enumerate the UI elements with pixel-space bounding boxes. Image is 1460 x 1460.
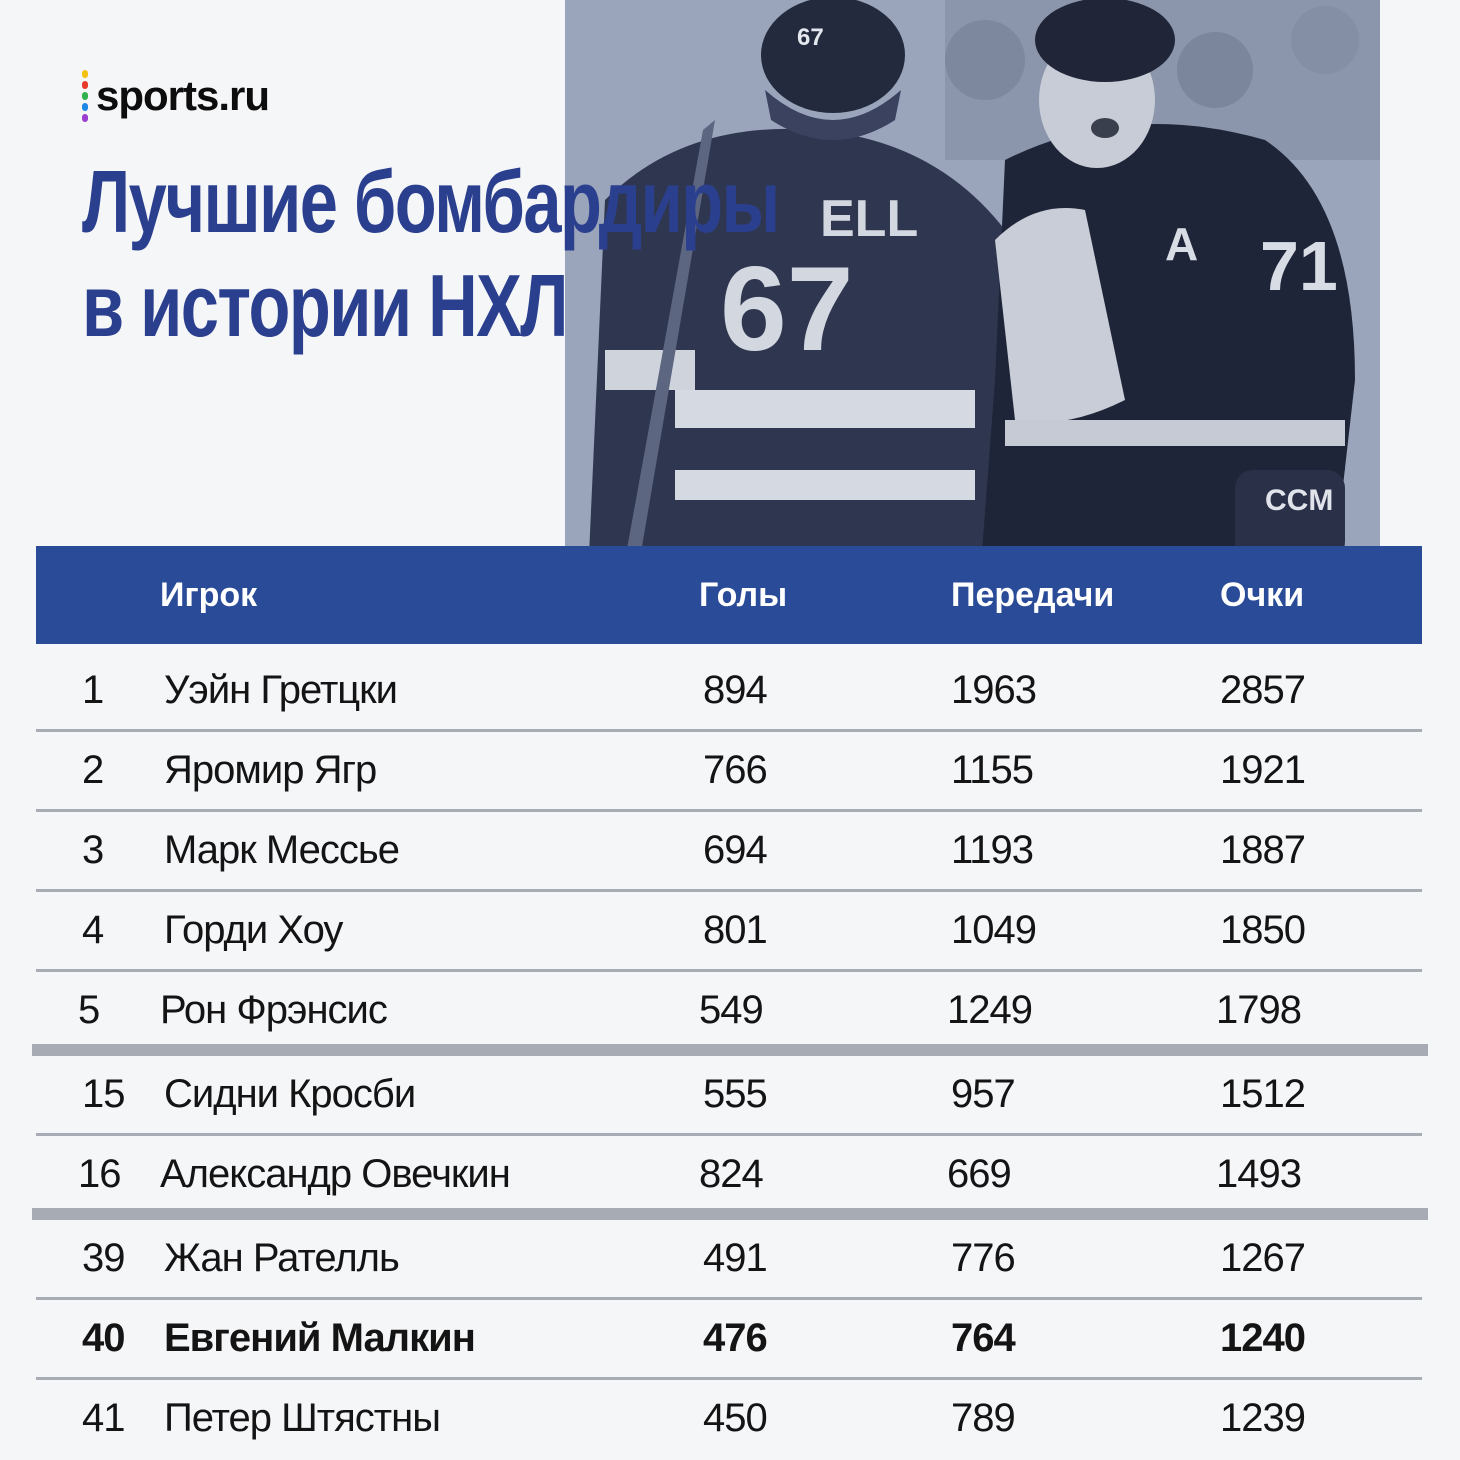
goals-cell: 555 <box>703 1072 767 1116</box>
points-cell: 1512 <box>1220 1072 1305 1116</box>
table-row <box>32 972 1428 1056</box>
header-player: Игрок <box>160 576 258 614</box>
table-row-highlighted <box>36 1300 1422 1380</box>
player-cell: Уэйн Гретцки <box>164 668 398 712</box>
glove-brand: CCM <box>1265 484 1334 517</box>
player-cell: Горди Хоу <box>164 908 343 952</box>
goals-cell: 894 <box>703 668 767 712</box>
points-cell: 1240 <box>1220 1316 1305 1360</box>
title-line-1: Лучшие бомбардиры <box>82 152 779 251</box>
player-cell: Александр Овечкин <box>160 1152 510 1196</box>
assists-cell: 1049 <box>951 908 1036 952</box>
player-cell: Жан Рателль <box>164 1236 399 1280</box>
page-title <box>82 150 784 358</box>
player-cell: Сидни Кросби <box>164 1072 416 1116</box>
assists-cell: 957 <box>951 1072 1015 1116</box>
points-cell: 1267 <box>1220 1236 1305 1280</box>
rank-cell: 3 <box>82 828 104 872</box>
header-points: Очки <box>1220 576 1305 614</box>
player-cell: Петер Штястны <box>164 1396 440 1440</box>
points-cell: 2857 <box>1220 668 1305 712</box>
table-row <box>36 892 1422 972</box>
goals-cell: 824 <box>699 1152 763 1196</box>
points-cell: 1921 <box>1220 748 1305 792</box>
points-cell: 1850 <box>1220 908 1305 952</box>
goals-cell: 549 <box>699 988 763 1032</box>
table-row <box>36 1056 1422 1136</box>
logo-dot <box>82 81 88 89</box>
points-cell: 1798 <box>1216 988 1301 1032</box>
goals-cell: 766 <box>703 748 767 792</box>
assists-cell: 789 <box>951 1396 1015 1440</box>
rank-cell: 2 <box>82 748 104 792</box>
player-cell: Рон Фрэнсис <box>160 988 387 1032</box>
points-cell: 1493 <box>1216 1152 1301 1196</box>
player-cell: Евгений Малкин <box>164 1316 475 1360</box>
rank-cell: 4 <box>82 908 104 952</box>
assists-cell: 1963 <box>951 668 1036 712</box>
rank-cell: 16 <box>78 1152 121 1196</box>
table-row <box>36 1380 1422 1460</box>
assists-cell: 1193 <box>951 828 1034 872</box>
table-row <box>36 812 1422 892</box>
rank-cell: 5 <box>78 988 100 1032</box>
assists-cell: 669 <box>947 1152 1011 1196</box>
header-assists: Передачи <box>951 576 1115 614</box>
header-goals: Голы <box>699 576 788 614</box>
player-cell: Яромир Ягр <box>164 748 377 792</box>
points-cell: 1887 <box>1220 828 1305 872</box>
jersey-left-name: ELL <box>820 190 919 248</box>
rank-cell: 40 <box>82 1316 125 1360</box>
rank-cell: 41 <box>82 1396 125 1440</box>
logo-dot <box>82 92 88 100</box>
logo-dot <box>82 114 88 122</box>
jersey-left-number: 67 <box>720 242 854 376</box>
goals-cell: 491 <box>703 1236 767 1280</box>
table-row <box>32 1136 1428 1220</box>
jersey-right-number: 71 <box>1260 227 1338 305</box>
assists-cell: 776 <box>951 1236 1015 1280</box>
rank-cell: 1 <box>82 668 104 712</box>
logo-dots-icon <box>82 70 88 122</box>
table-header <box>36 546 1422 644</box>
goals-cell: 450 <box>703 1396 767 1440</box>
table-row <box>36 652 1422 732</box>
goals-cell: 694 <box>703 828 767 872</box>
table-row <box>36 1220 1422 1300</box>
goals-cell: 476 <box>703 1316 767 1360</box>
title-line-2: в истории НХЛ <box>82 256 567 355</box>
rank-cell: 39 <box>82 1236 125 1280</box>
table-row <box>36 732 1422 812</box>
logo-dot <box>82 103 88 111</box>
scorers-table <box>36 652 1422 1460</box>
helmet-number: 67 <box>797 24 824 51</box>
logo-text: sports.ru <box>96 72 270 119</box>
assists-cell: 1155 <box>951 748 1034 792</box>
captain-letter: A <box>1165 218 1199 270</box>
logo-dot <box>82 70 88 78</box>
sports-ru-logo <box>82 70 269 122</box>
assists-cell: 764 <box>951 1316 1015 1360</box>
points-cell: 1239 <box>1220 1396 1305 1440</box>
player-cell: Марк Мессье <box>164 828 399 872</box>
rank-cell: 15 <box>82 1072 125 1116</box>
goals-cell: 801 <box>703 908 767 952</box>
assists-cell: 1249 <box>947 988 1032 1032</box>
